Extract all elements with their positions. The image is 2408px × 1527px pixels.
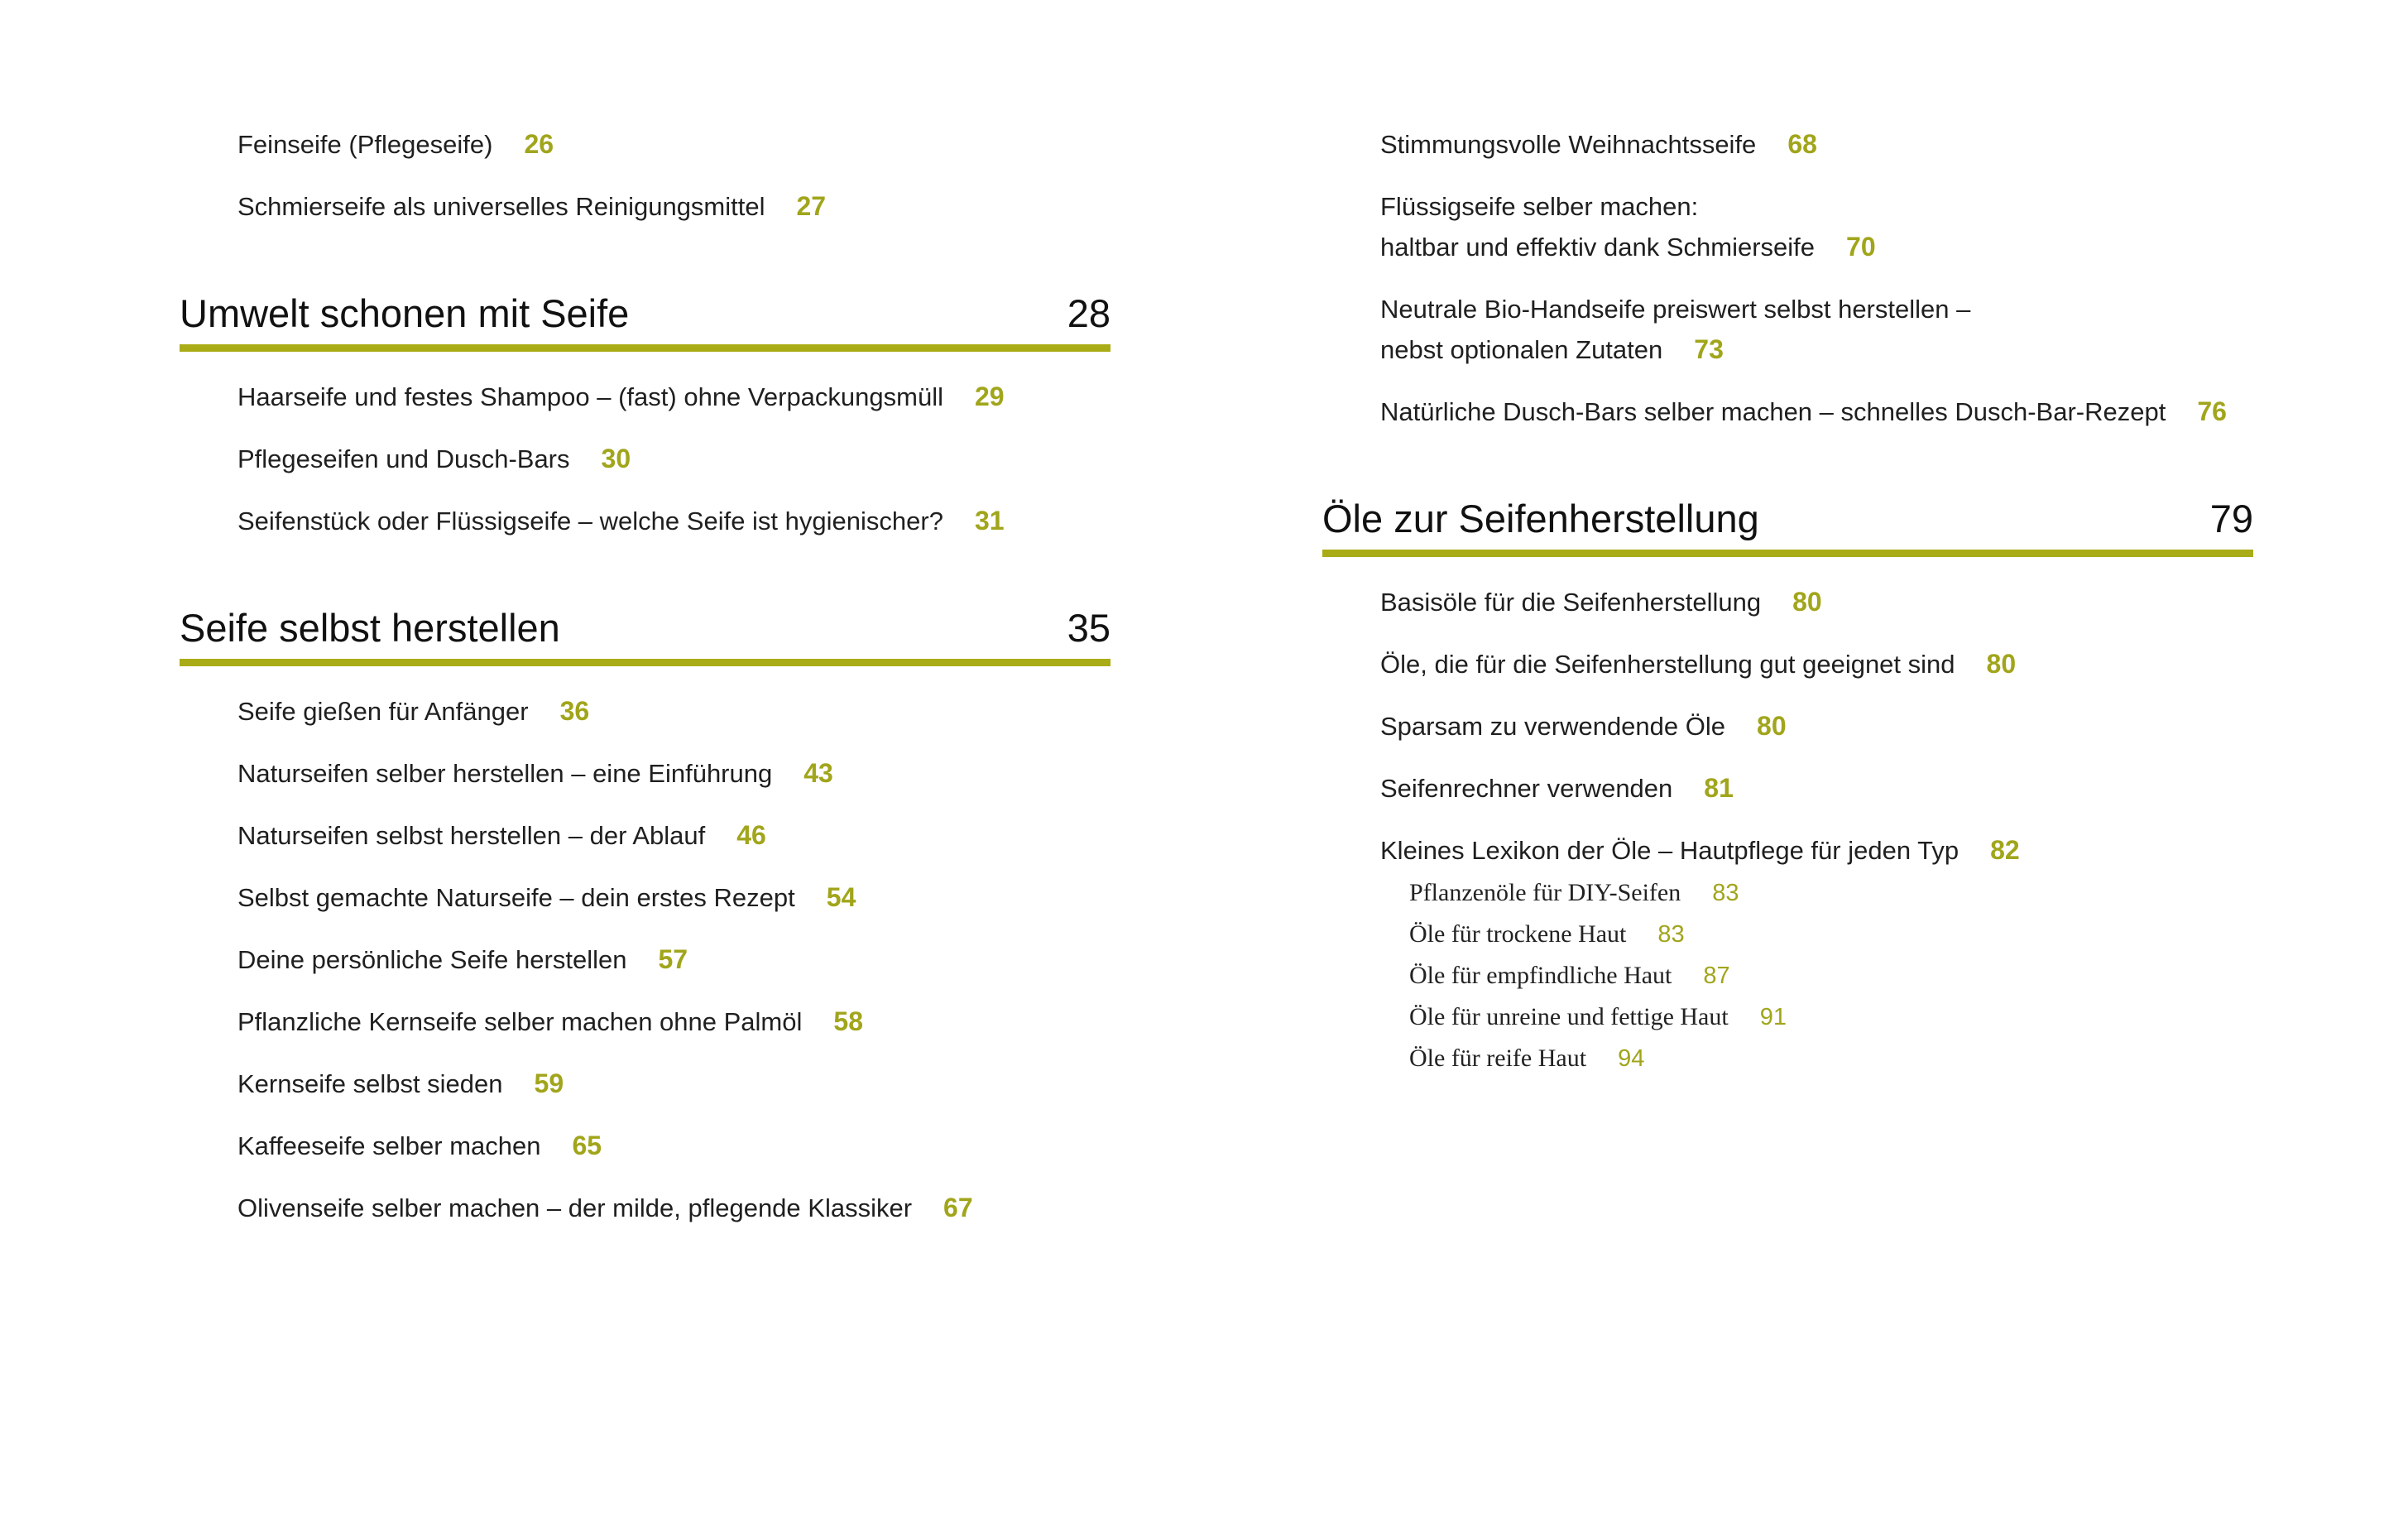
toc-entry-title: Pflanzliche Kernseife selber machen ohne Palmöl [237, 1007, 803, 1036]
toc-entry-title-line2: haltbar und effektiv dank Schmierseife [1380, 233, 1816, 262]
toc-entry-page: 26 [524, 129, 554, 159]
toc-entry[interactable] [1380, 768, 2253, 809]
toc-entry-page: 82 [1990, 835, 2020, 865]
toc-subentry-title: Öle für unreine und fettige Haut [1409, 1003, 1729, 1030]
toc-entry-page: 57 [658, 944, 688, 974]
toc-entry-title: Natürliche Dusch-Bars selber machen – schnelles Dusch-Bar-Rezept [1380, 397, 2166, 426]
toc-entry[interactable] [1380, 289, 2253, 370]
section-page: 28 [1067, 291, 1110, 335]
toc-entry-title: Pflegeseifen und Dusch-Bars [237, 444, 570, 473]
toc-left-column [180, 124, 1110, 1250]
toc-subentry[interactable] [1409, 1038, 2253, 1079]
toc-entry[interactable] [237, 501, 1110, 541]
toc-entry[interactable] [237, 691, 1110, 732]
toc-entry[interactable] [237, 1126, 1110, 1166]
toc-entry-title-line2: nebst optionalen Zutaten [1380, 335, 1663, 364]
toc-subentry-page: 83 [1712, 880, 1739, 906]
toc-entry-title: Kaffeeseife selber machen [237, 1131, 541, 1160]
toc-entry-title-line1: Neutrale Bio-Handseife preiswert selbst herstellen – [1380, 295, 1971, 324]
toc-subentry-title: Öle für reife Haut [1409, 1044, 1587, 1072]
toc-entry-title: Deine persönliche Seife herstellen [237, 945, 627, 974]
toc-entry-title: Seifenstück oder Flüssigseife – welche Seife ist hygienischer? [237, 507, 943, 535]
toc-entry[interactable] [237, 377, 1110, 417]
toc-entry[interactable] [237, 1188, 1110, 1228]
toc-subentry-page: 87 [1703, 963, 1730, 989]
section-page: 79 [2209, 497, 2253, 540]
toc-subentry[interactable] [1409, 914, 2253, 955]
toc-entry-title: Sparsam zu verwendende Öle [1380, 712, 1726, 741]
toc-entry-title: Feinseife (Pflegeseife) [237, 130, 493, 159]
toc-entry-page: 59 [534, 1068, 564, 1098]
toc-subentry[interactable] [1409, 872, 2253, 914]
toc-entry-title: Kleines Lexikon der Öle – Hautpflege für jeden Typ [1380, 836, 1959, 865]
section-heading[interactable] [180, 288, 1110, 352]
toc-subentry-title: Öle für empfindliche Haut [1409, 962, 1672, 989]
toc-entry-page: 29 [974, 382, 1005, 411]
toc-entry-page: 73 [1694, 334, 1724, 364]
toc-entry-title-line1: Flüssigseife selber machen: [1380, 192, 1699, 221]
toc-entry[interactable] [1380, 582, 2253, 622]
toc-subentry[interactable] [1409, 996, 2253, 1038]
section-heading[interactable] [1322, 493, 2253, 557]
toc-entry-title: Öle, die für die Seifenherstellung gut geeignet sind [1380, 650, 1955, 679]
toc-entry-title: Stimmungsvolle Weihnachtsseife [1380, 130, 1757, 159]
toc-subentry-title: Pflanzenöle für DIY-Seifen [1409, 879, 1681, 906]
toc-entry-page: 30 [601, 444, 631, 473]
toc-subentry-group [1322, 872, 2253, 1079]
toc-entry-page: 80 [1792, 587, 1822, 617]
section-heading[interactable] [180, 603, 1110, 666]
toc-right-column [1322, 124, 2253, 1079]
toc-entry-title: Naturseifen selber herstellen – eine Einführung [237, 759, 773, 788]
toc-entry-page: 31 [974, 506, 1005, 535]
toc-entry-page: 65 [572, 1131, 602, 1160]
section-title: Umwelt schonen mit Seife [180, 291, 630, 335]
toc-entry-title: Basisöle für die Seifenherstellung [1380, 588, 1762, 617]
toc-entry-page: 68 [1787, 129, 1817, 159]
toc-entry[interactable] [237, 1001, 1110, 1042]
toc-entry-page: 27 [796, 191, 827, 221]
toc-entry[interactable] [237, 439, 1110, 479]
toc-entry-title: Haarseife und festes Shampoo – (fast) ohne Verpackungsmüll [237, 382, 943, 411]
toc-entry[interactable] [237, 124, 1110, 165]
toc-entry-page: 58 [833, 1006, 863, 1036]
toc-subentry-title: Öle für trockene Haut [1409, 920, 1627, 948]
toc-entry[interactable] [237, 877, 1110, 918]
toc-entry[interactable] [237, 1064, 1110, 1104]
toc-entry-title: Olivenseife selber machen – der milde, pflegende Klassiker [237, 1193, 913, 1222]
toc-entry[interactable] [1380, 391, 2253, 432]
toc-entry[interactable] [237, 815, 1110, 856]
toc-entry-page: 76 [2197, 396, 2227, 426]
toc-entry-title: Kernseife selbst sieden [237, 1069, 503, 1098]
toc-entry[interactable] [1380, 186, 2253, 267]
section-title: Öle zur Seifenherstellung [1322, 497, 1759, 540]
section-title: Seife selbst herstellen [180, 606, 560, 650]
toc-subentry-page: 91 [1759, 1004, 1787, 1030]
toc-entry-page: 80 [1757, 711, 1787, 741]
toc-entry-page: 81 [1704, 773, 1734, 803]
toc-subentry[interactable] [1409, 955, 2253, 996]
section-page: 35 [1067, 606, 1110, 650]
toc-entry-page: 36 [559, 696, 590, 726]
toc-entry-title: Selbst gemachte Naturseife – dein erstes Rezept [237, 883, 795, 912]
toc-entry[interactable] [237, 939, 1110, 980]
toc-entry[interactable] [237, 753, 1110, 794]
toc-entry[interactable] [1380, 644, 2253, 684]
toc-entry-title: Naturseifen selbst herstellen – der Ablauf [237, 821, 706, 850]
toc-subentry-page: 83 [1657, 921, 1685, 948]
toc-entry[interactable] [1380, 830, 2253, 871]
toc-entry-title: Seifenrechner verwenden [1380, 774, 1673, 803]
toc-entry-title: Schmierseife als universelles Reinigungsmittel [237, 192, 765, 221]
toc-subentry-page: 94 [1618, 1045, 1645, 1072]
toc-entry-page: 67 [943, 1193, 973, 1222]
toc-entry-page: 70 [1846, 232, 1876, 262]
toc-entry-title: Seife gießen für Anfänger [237, 697, 529, 726]
toc-entry-page: 43 [803, 758, 833, 788]
toc-entry-page: 54 [826, 882, 856, 912]
toc-entry[interactable] [1380, 124, 2253, 165]
toc-entry[interactable] [237, 186, 1110, 227]
toc-entry-page: 80 [1986, 649, 2017, 679]
toc-entry[interactable] [1380, 706, 2253, 747]
toc-entry-page: 46 [736, 820, 766, 850]
